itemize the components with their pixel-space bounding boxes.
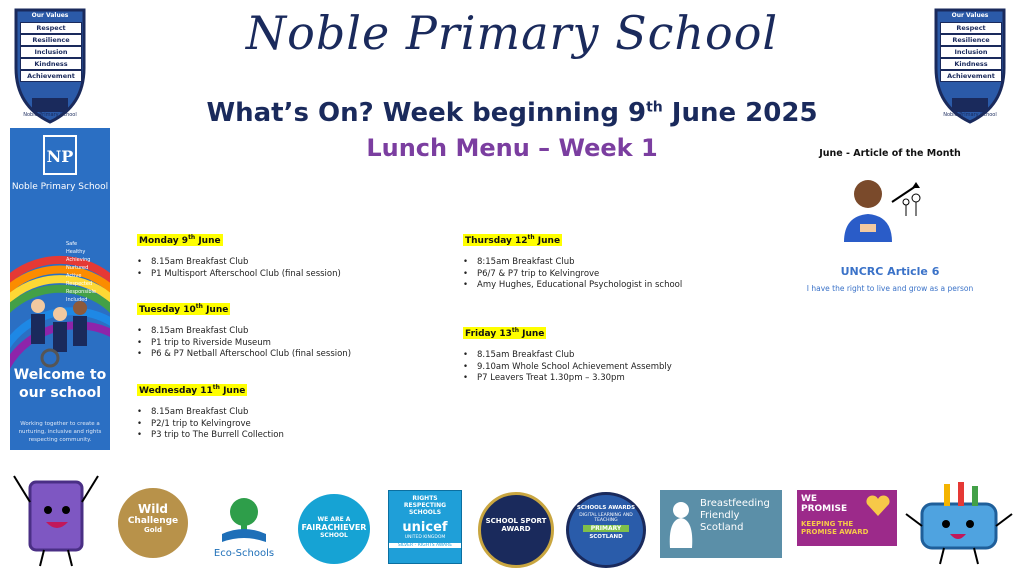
shield-value: Resilience — [940, 34, 1002, 46]
event-item: • 8.15am Breakfast Club — [137, 326, 351, 338]
welcome-banner — [10, 128, 110, 450]
event-item: • 8.15am Breakfast Club — [463, 350, 672, 362]
book-character-icon — [10, 462, 102, 570]
wild-challenge-badge: Wild Challenge Gold — [118, 488, 188, 558]
rainbow-word: Healthy — [66, 249, 86, 255]
week-title — [0, 98, 1024, 128]
rainbow-word: Responsible — [66, 289, 96, 295]
banner-welcome: Welcome to our school — [13, 367, 107, 401]
school-values-shield-left — [12, 6, 88, 124]
uncrc-article: UNCRC Article 6 — [840, 265, 940, 278]
pencil-case-character-icon — [904, 478, 1016, 568]
event-item: • P1 trip to Riverside Museum — [137, 338, 351, 350]
shield-value: Kindness — [20, 58, 82, 70]
event-item: • P6/7 & P7 trip to Kelvingrove — [463, 269, 682, 281]
fairachiever-badge: WE ARE A FAIRACHIEVER SCHOOL — [298, 494, 370, 564]
day-friday — [463, 321, 672, 385]
rainbow-word: Safe — [66, 241, 78, 247]
uncrc-description: I have the right to live and grow as a person — [806, 284, 974, 293]
schools-awards-badge: SCHOOLS AWARDS DIGITAL LEARNING AND TEACHING PRIMARY SCOTLAND — [566, 492, 646, 568]
banner-rainbow-words — [66, 240, 96, 304]
banner-subtitle: Working together to create a nurturing, inclusive and rights respecting community. — [18, 421, 102, 443]
eco-schools-badge: Eco-Schools — [208, 494, 280, 562]
tree-icon — [208, 494, 280, 544]
breastfeeding-text: Breastfeeding Friendly Scotland — [700, 498, 770, 533]
article-of-month-title: June - Article of the Month — [819, 148, 961, 159]
day-heading: Tuesday 10th June — [139, 303, 229, 315]
shield-heading: Our Values — [951, 12, 989, 19]
event-item: • 9.10am Whole School Achievement Assembly — [463, 362, 672, 374]
day-heading: Wednesday 11th June — [139, 384, 246, 396]
shield-value: Achievement — [20, 70, 82, 82]
shield-value: Kindness — [940, 58, 1002, 70]
week-title-suffix: June 2025 — [662, 98, 818, 128]
event-item: • P1 Multisport Afterschool Club (final session) — [137, 269, 341, 281]
school-sport-badge: SCHOOL SPORT AWARD — [478, 492, 554, 568]
rainbow-word: Active — [66, 273, 82, 279]
shield-value: Resilience — [20, 34, 82, 46]
svg-text:NP: NP — [46, 147, 74, 166]
shield-value: Respect — [20, 22, 82, 34]
day-thursday — [463, 228, 682, 292]
event-item: • Amy Hughes, Educational Psychologist in school — [463, 280, 682, 292]
shield-value: Inclusion — [20, 46, 82, 58]
week-title-sup: th — [646, 99, 663, 116]
shield-value: Inclusion — [940, 46, 1002, 58]
shield-heading: Our Values — [31, 12, 69, 19]
event-item: • 8.15am Breakfast Club — [137, 407, 284, 419]
day-heading: Monday 9th June — [139, 234, 221, 246]
shield-value: Respect — [940, 22, 1002, 34]
school-title: Noble Primary School — [245, 6, 779, 60]
we-promise-badge: WE PROMISE KEEPING THE PROMISE AWARD — [797, 490, 897, 558]
day-heading: Friday 13th June — [465, 327, 545, 339]
event-item: • P3 trip to The Burrell Collection — [137, 430, 284, 442]
rainbow-word: Achieving — [66, 257, 91, 263]
promise-logo-strip — [797, 546, 897, 558]
mother-child-icon — [666, 500, 696, 550]
event-item: • 8.15am Breakfast Club — [137, 257, 341, 269]
rainbow-word: Respected — [66, 281, 93, 287]
heart-icon — [865, 494, 891, 518]
banner-school-name: Noble Primary School — [11, 182, 109, 192]
shield-footer: Noble Primary School — [23, 112, 77, 118]
event-item: • P7 Leavers Treat 1.30pm – 3.30pm — [463, 373, 672, 385]
event-item: • P2/1 trip to Kelvingrove — [137, 419, 284, 431]
day-heading: Thursday 12th June — [465, 234, 561, 246]
rights-respecting-badge: RIGHTS RESPECTING SCHOOLS unicef UNITED KINGDOM SILVER - RIGHTS AWARE — [388, 490, 462, 564]
day-monday — [137, 228, 341, 280]
lunch-menu-link[interactable]: Lunch Menu – Week 1 — [366, 134, 658, 162]
school-values-shield-right — [932, 6, 1008, 124]
rainbow-word: Nurtured — [66, 265, 89, 271]
article-figure-icon — [836, 172, 946, 260]
day-tuesday — [137, 297, 351, 361]
event-item: • P6 & P7 Netball Afterschool Club (final session) — [137, 349, 351, 361]
breastfeeding-friendly-badge — [660, 490, 782, 558]
rainbow-word: Included — [66, 297, 88, 303]
shield-value: Achievement — [940, 70, 1002, 82]
week-title-prefix: What’s On? Week beginning 9 — [206, 98, 647, 128]
shield-footer: Noble Primary School — [943, 112, 997, 118]
event-item: • 8:15am Breakfast Club — [463, 257, 682, 269]
day-wednesday — [137, 378, 284, 442]
